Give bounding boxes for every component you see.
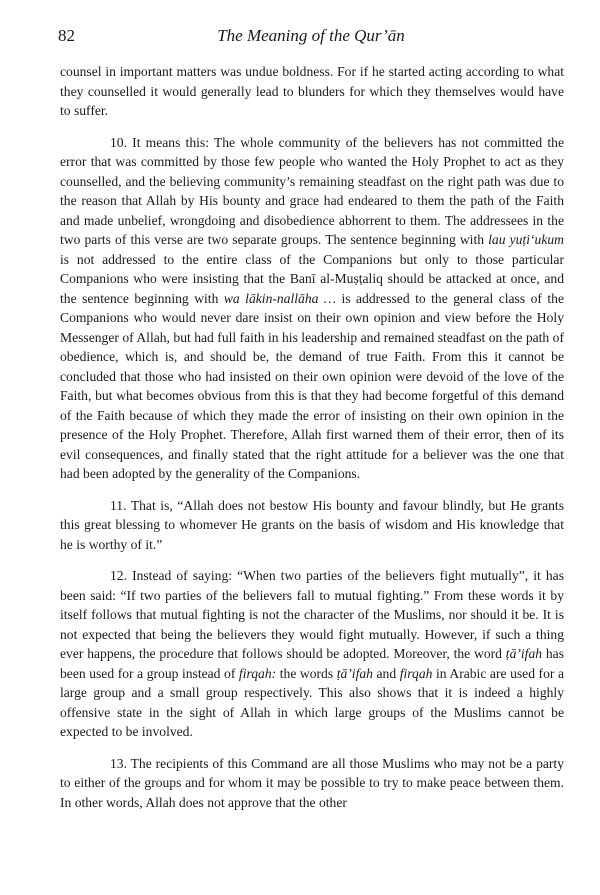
note-12-term-2: firqah: bbox=[238, 665, 277, 681]
paragraph-note-13: 13. The recipients of this Command are all those Muslims who may not be a party to either of the groups and for whom it may be possible to try to make peace between them. In other words, Allah does not approve that the other bbox=[60, 755, 564, 810]
note-10-arabic-phrase-1: lau yuṭi‘ukum bbox=[488, 232, 565, 247]
page-number: 82 bbox=[58, 26, 75, 45]
note-12-term-3: ṭā’ifah bbox=[336, 665, 373, 681]
note-12-text-e: in Arabic are used for a large group and a small group respectively. This also shows that it is indeed a highly offensive state in the sight of Allah in which large groups of the Muslims cannot be expected to be involved. bbox=[60, 665, 564, 739]
paragraph-note-10 bbox=[60, 133, 564, 484]
body-text bbox=[60, 62, 564, 812]
note-12-text-b: has been used for a group instead of bbox=[60, 646, 564, 681]
running-title: The Meaning of the Qur’ān bbox=[217, 26, 405, 45]
note-10-arabic-phrase-2: wa lākin-nallāha … bbox=[223, 290, 336, 306]
note-10-text-a: 10. It means this: The whole community of the believers has not committed the error that was committed by those few people who wanted the Holy Prophet to act as they counselled, and the believing community’s remaining steadfast on the right path was due to the reason that Allah by His bounty and grace had endeared to them the path of the Faith and made unbelief, wrongdoing and disobedience abhorrent to them. The addressees in the two parts of this verse are two separate groups. The sentence beginning with bbox=[60, 134, 564, 247]
paragraph-note-11: 11. That is, “Allah does not bestow His bounty and favour blindly, but He grants this great blessing to whomever He grants on the basis of wisdom and His knowledge that he is worthy of it.” bbox=[60, 497, 564, 552]
note-12-text-d: and bbox=[372, 665, 400, 681]
note-12-text-c: the words bbox=[276, 665, 337, 681]
paragraph-note-12 bbox=[60, 566, 564, 742]
note-12-term-4: firqah bbox=[399, 665, 433, 681]
note-12-text-a: 12. Instead of saying: “When two parties of the believers fight mutually”, it has been said: “If two parties of the believers fall to mutual fighting.” From these words it by itself follows that mutual fighting is not the character of the Muslims, nor should it be. It is not expected that being the believers they would fight mutually. However, if such a thing ever happens, the procedure that follows should be adopted. Moreover, the word bbox=[60, 568, 564, 661]
page-header bbox=[58, 26, 564, 48]
paragraph-continued: counsel in important matters was undue boldness. For if he started acting according to what they counselled it would generally lead to blunders for which they themselves would have to suffer. bbox=[60, 64, 564, 118]
note-12-term-1: ṭā’ifah bbox=[505, 646, 543, 661]
note-10-text-c: is addressed to the general class of the Companions who would never dare insist on their own opinion and view before the Holy Messenger of Allah, but had full faith in his leadership and remained steadfast on the path of obedience, which is, and should be, the demand of true Faith. From this it cannot be concluded that those who had insisted on their own opinion were devoid of the love of the Faith, but what becomes obvious from this is that they had become forgetful of this demand of the Faith because of which they made the error of insisting on their own opinion in the presence of the Holy Prophet. Therefore, Allah first warned them of their error, then of its evil consequences, and finally stated that the right attitude for a believer was the one that had been adopted by the generality of the Companions. bbox=[60, 290, 564, 481]
note-10-text-b: is not addressed to the entire class of the Companions but only to those particular Companions who were insisting that the Banī al-Muṣṭaliq should be attacked at once, and the sentence beginning with bbox=[60, 251, 564, 306]
